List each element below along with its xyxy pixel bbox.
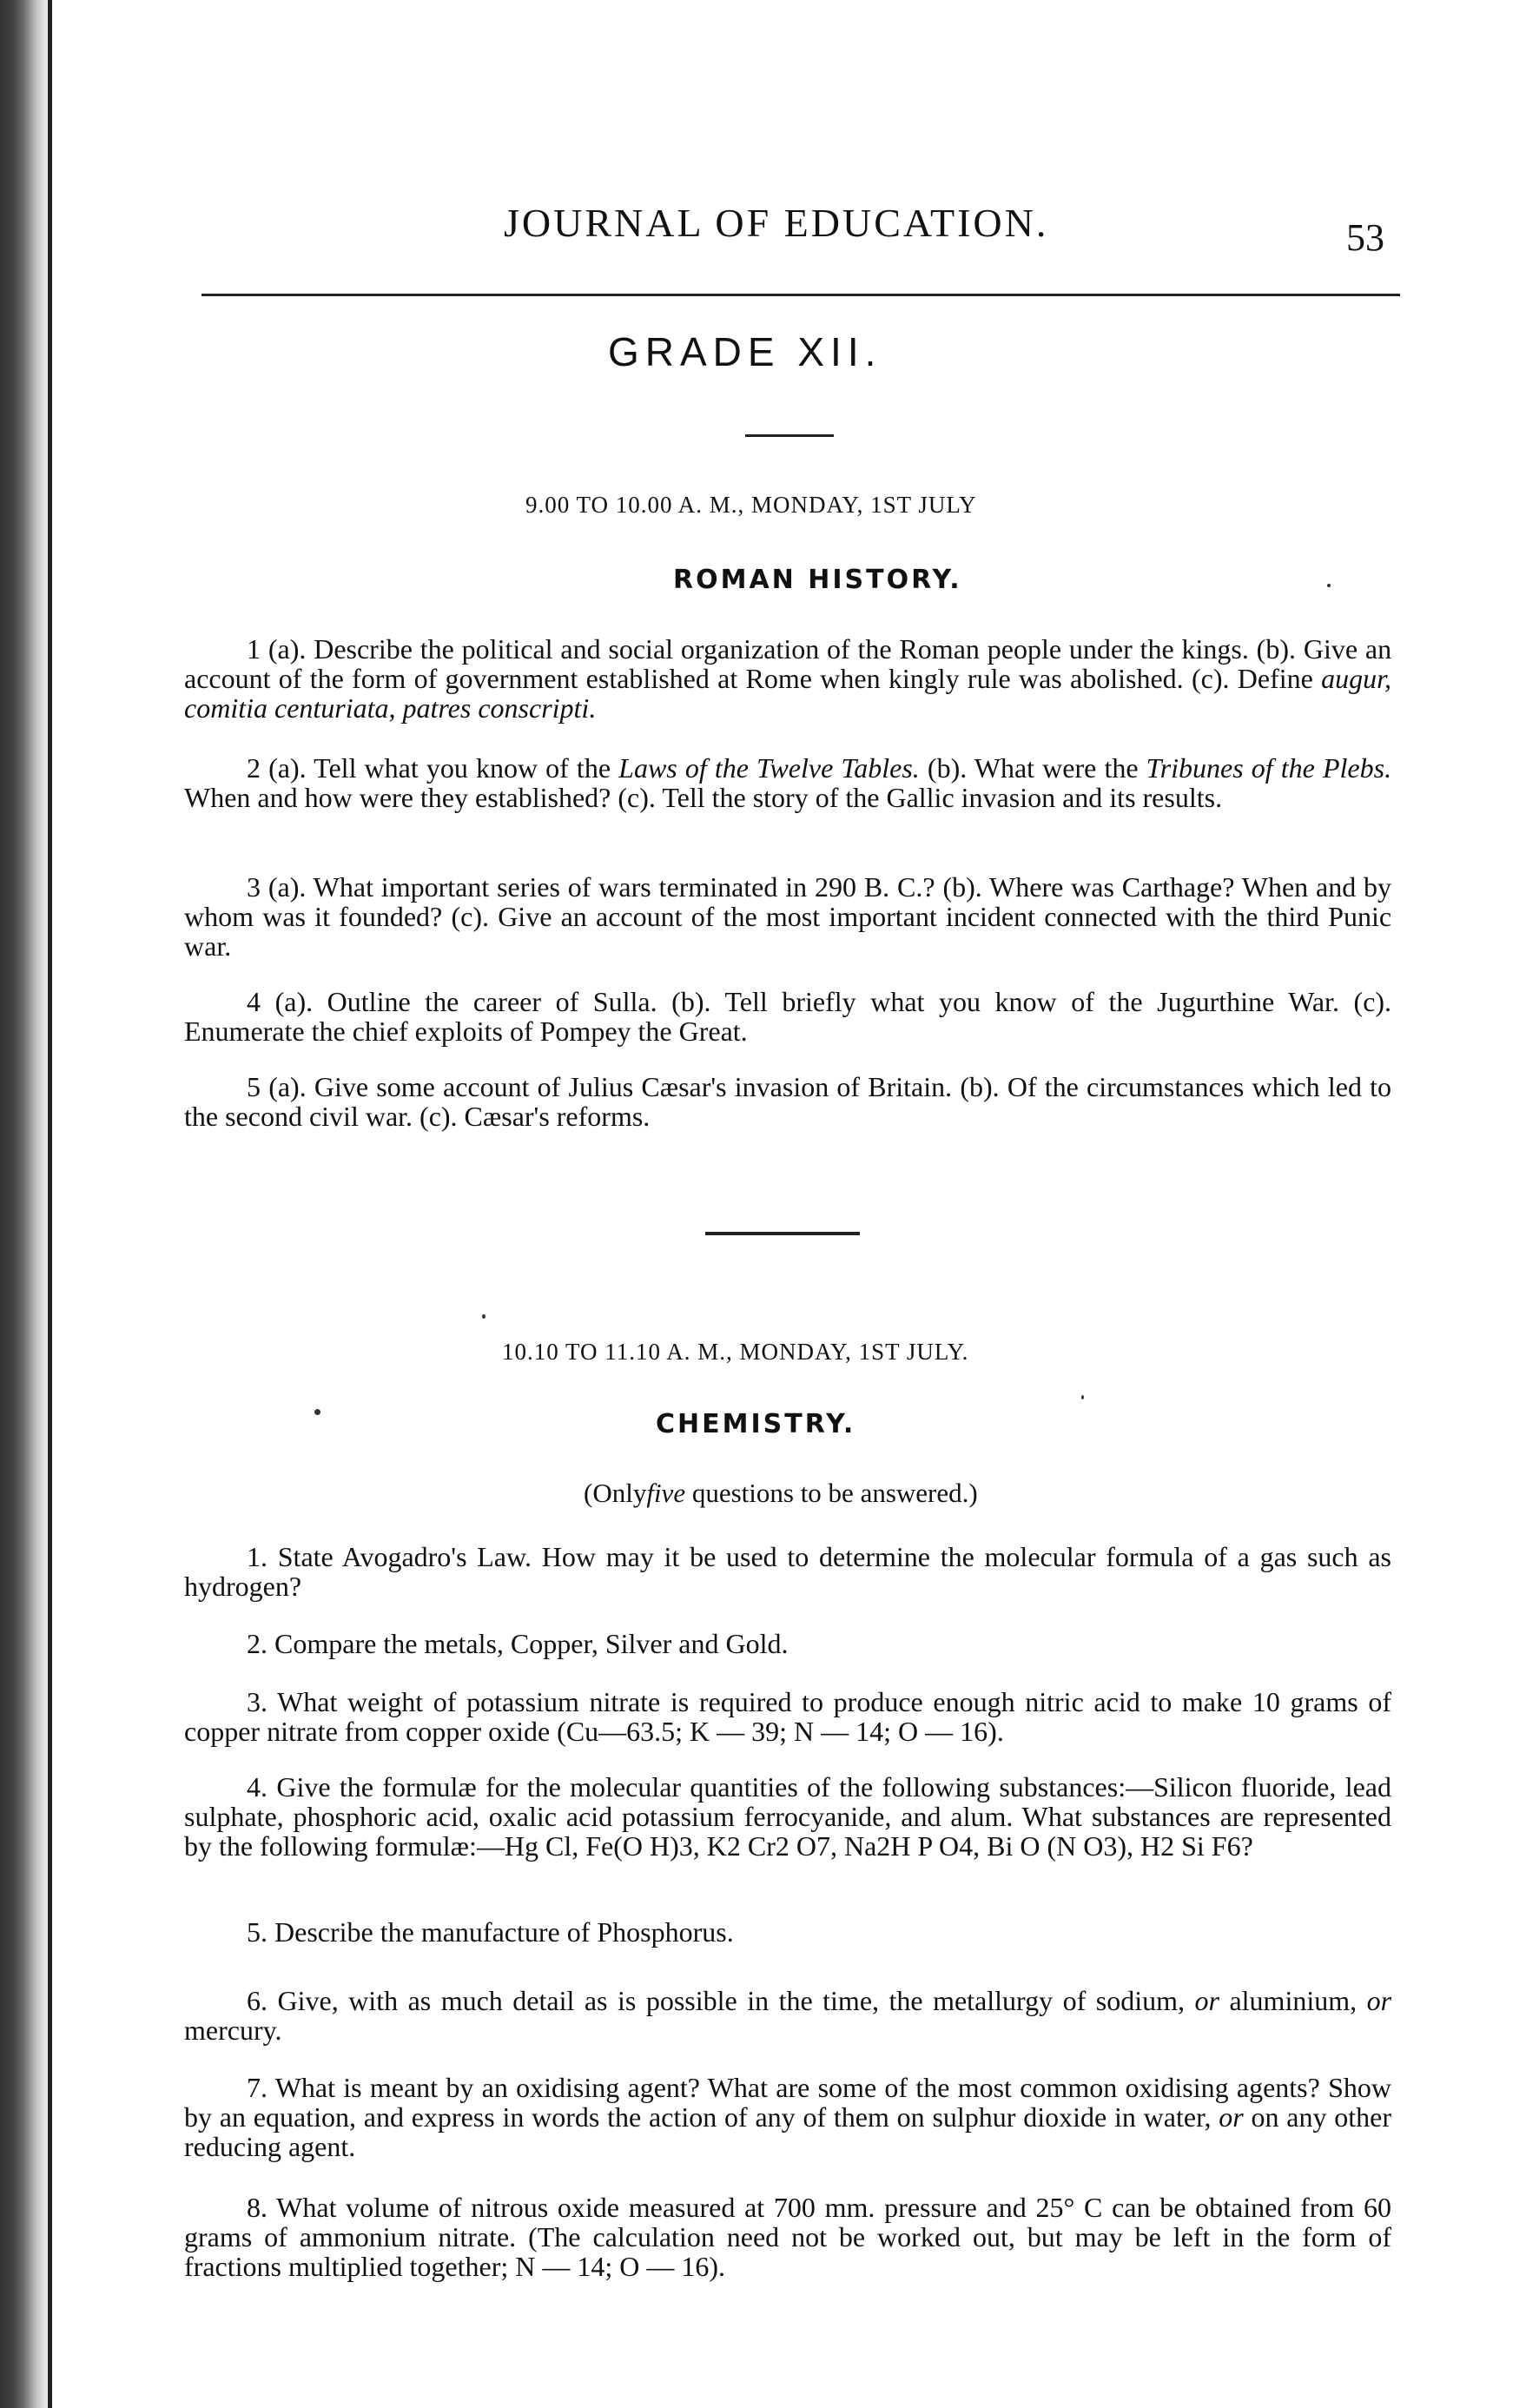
chemistry-question-3: 3. What weight of potassium nitrate is required to produce enough nitric acid to make 10 grams of copper nitrate from copper oxide (Cu—63.5; K — 39; N — 14; O — 16). [184, 1686, 1392, 1747]
chemistry-instruction: (Onlyfive questions to be answered.) [584, 1478, 978, 1508]
print-speck [1081, 1395, 1084, 1399]
binding-shadow-line [48, 0, 52, 2408]
roman-question-4: 4 (a). Outline the career of Sulla. (b). Tell briefly what you know of the Jugurthine War. (c). Enumerate the chief exploits of Pompey the Great. [184, 986, 1392, 1047]
book-binding-edge [0, 0, 52, 2408]
title-rule [745, 434, 834, 437]
chemistry-question-6: 6. Give, with as much detail as is possible in the time, the metallurgy of sodium, or aluminium, or mercury. [184, 1985, 1392, 2046]
roman-history-heading: ROMAN HISTORY. [673, 565, 962, 595]
chemistry-question-5: 5. Describe the manufacture of Phosphorus. [247, 1916, 734, 1948]
grade-title: GRADE XII. [608, 329, 882, 374]
roman-question-2: 2 (a). Tell what you know of the Laws of the Twelve Tables. (b). What were the Tribunes of the Plebs. When and how were they established? (c). Tell the story of the Gallic invasion and its results. [184, 752, 1392, 813]
print-speck [314, 1409, 320, 1415]
chemistry-time: 10.10 TO 11.10 A. M., MONDAY, 1ST JULY. [502, 1339, 969, 1365]
print-speck [482, 1314, 486, 1319]
roman-question-1: 1 (a). Describe the political and social organization of the Roman people under the kings. (b). Give an account of the form of government established at Rome when kingly rule was abolished. (c). Define augur, comitia centuriata, patres conscripti. [184, 633, 1392, 724]
chemistry-question-8: 8. What volume of nitrous oxide measured at 700 mm. pressure and 25° C can be obtained from 60 grams of ammonium nitrate. (The calculation need not be worked out, but may be left in the form of fractions multiplied together; N — 14; O — 16). [184, 2192, 1392, 2282]
chemistry-question-2: 2. Compare the metals, Copper, Silver and Gold. [247, 1628, 789, 1659]
chemistry-question-1: 1. State Avogadro's Law. How may it be used to determine the molecular formula of a gas such as hydrogen? [184, 1541, 1392, 1602]
header-rule [201, 294, 1400, 296]
print-speck [1327, 584, 1331, 587]
chemistry-heading: CHEMISTRY. [656, 1409, 856, 1439]
running-title: JOURNAL OF EDUCATION. [504, 201, 1049, 245]
chemistry-question-4: 4. Give the formulæ for the molecular quantities of the following substances:—Silicon fluoride, lead sulphate, phosphoric acid, oxalic acid potassium ferrocyanide, and alum. What substances are represented by the following formulæ:—Hg Cl, Fe(O H)3, K2 Cr2 O7, Na2H P O4, Bi O (N O3), H2 Si F6? [184, 1771, 1392, 1862]
chemistry-question-7: 7. What is meant by an oxidising agent? What are some of the most common oxidising agents? Show by an equation, and express in words the action of any of them on sulphur dioxide in water, or on any other reducing agent. [184, 2072, 1392, 2162]
roman-question-3: 3 (a). What important series of wars terminated in 290 B. C.? (b). Where was Carthage? When and by whom was it founded? (c). Give an account of the most important incident connected with the third Punic war. [184, 871, 1392, 962]
roman-question-5: 5 (a). Give some account of Julius Cæsar's invasion of Britain. (b). Of the circumstances which led to the second civil war. (c). Cæsar's reforms. [184, 1071, 1392, 1132]
section-divider-rule [705, 1232, 860, 1235]
roman-history-time: 9.00 TO 10.00 A. M., MONDAY, 1ST JULY [525, 492, 977, 518]
page-number: 53 [1346, 216, 1384, 259]
